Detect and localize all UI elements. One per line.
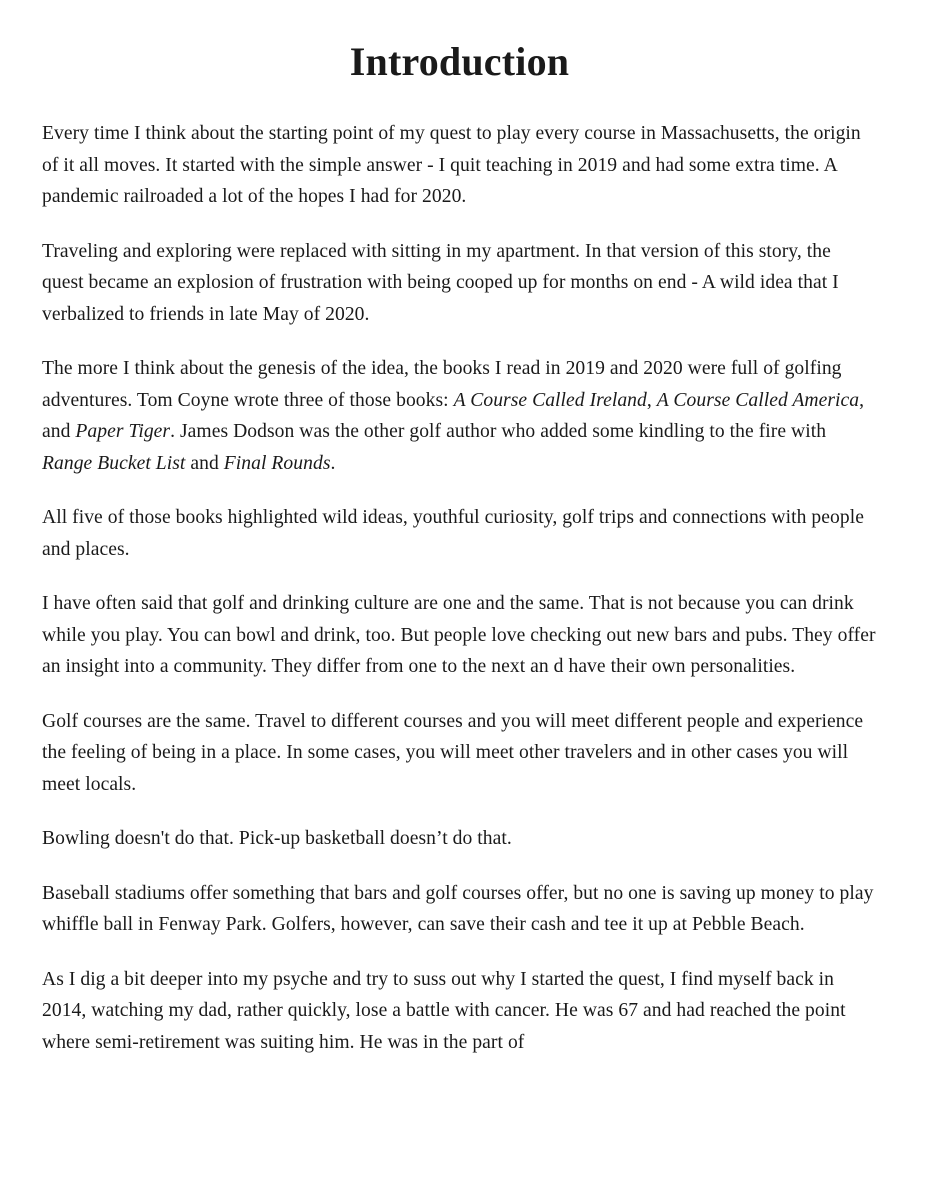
book-title-a-course-called-ireland: A Course Called Ireland (453, 389, 647, 411)
paragraph-8: Baseball stadiums offer something that bars and golf courses offer, but no one is saving up money to play whiffle ball in Fenway Park. Golfers, however, can save their cash and tee it up at Pebble Beach. (42, 882, 874, 935)
paragraph-6: Golf courses are the same. Travel to different courses and you will meet different people and experience the feeling of being in a place. In some cases, you will meet other travelers and in other cases you will meet locals. (42, 710, 864, 795)
chapter-title: Introduction (349, 39, 570, 84)
paragraph-3-text-f: . (330, 452, 336, 474)
paragraph-3-text-a: The more I think about the genesis of the idea, the books I read in 2019 and 2020 were full of golfing adventures. Tom Coyne wrote three of those books: (42, 358, 842, 411)
book-title-a-course-called-america: A Course Called America (656, 389, 860, 411)
paragraph-1: Every time I think about the starting point of my quest to play every course in Massachusetts, the origin of it all moves. It started with the simple answer - I quit teaching in 2019 and had some extra time. A pandemic railroaded a lot of the hopes I had for 2020. (42, 123, 861, 207)
chapter-body (42, 118, 877, 1058)
paragraph-3-text-d: . James Dodson was the other golf author who added some kindling to the fire with (170, 421, 827, 442)
paragraph-3 (42, 353, 877, 479)
paragraph-3-text-c: , and (42, 389, 865, 442)
book-title-paper-tiger: Paper Tiger (75, 421, 171, 442)
paragraph-2: Traveling and exploring were replaced with sitting in my apartment. In that version of this story, the quest became an explosion of frustration with being cooped up for months on end - A wild idea that I verbalized to friends in late May of 2020. (42, 240, 839, 325)
paragraph-3-text-e: and (185, 452, 224, 474)
paragraph-9: As I dig a bit deeper into my psyche and try to suss out why I started the quest, I find myself back in 2014, watching my dad, rather quickly, lose a battle with cancer. He was 67 and had reached the point where semi-retirement was suiting him. He was in the part of (42, 968, 846, 1053)
book-title-final-rounds: Final Rounds (223, 452, 331, 474)
paragraph-3-text-b: , (646, 389, 657, 411)
paragraph-5: I have often said that golf and drinking culture are one and the same. That is not because you can drink while you play. You can bowl and drink, too. But people love checking out new bars and pubs. They offer an insight into a community. They differ from one to the next an d have their own personalities. (42, 593, 876, 677)
paragraph-4: All five of those books highlighted wild ideas, youthful curiosity, golf trips and connections with people and places. (42, 507, 864, 560)
paragraph-7: Bowling doesn't do that. Pick-up basketball doesn’t do that. (42, 828, 512, 849)
book-title-range-bucket-list: Range Bucket List (42, 452, 186, 474)
